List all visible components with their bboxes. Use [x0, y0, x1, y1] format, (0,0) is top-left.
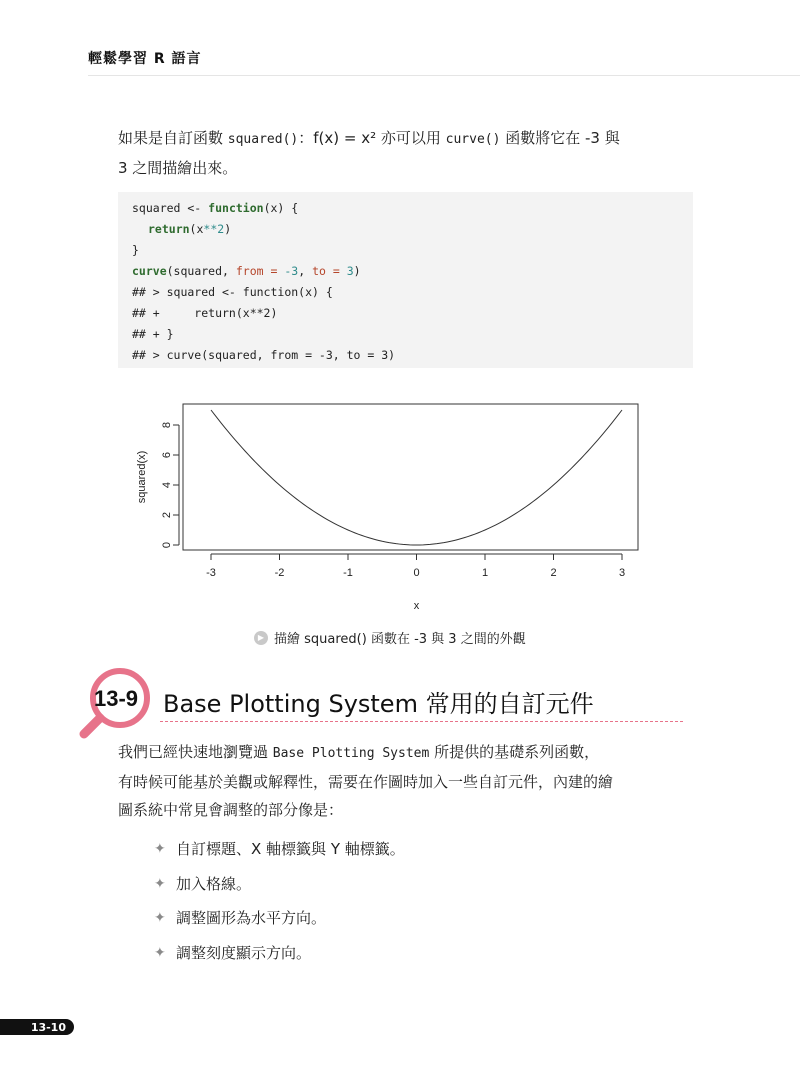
intro-text-1: 如果是自訂函數: [118, 129, 228, 147]
body-code-bps: Base Plotting System: [272, 746, 430, 761]
code-line-4: curve(squared, from = -3, to = 3): [132, 264, 361, 278]
sparkle-icon: ✦: [154, 840, 166, 857]
x-tick-label: -3: [206, 567, 216, 579]
body-text-2: 所提供的基礎系列函數，: [429, 743, 600, 761]
y-tick-label: 0: [160, 541, 173, 549]
series-line: [211, 410, 622, 545]
intro-code-squared: squared(): [227, 132, 299, 147]
intro-text-line2: 3 之間描繪出來。: [118, 159, 238, 177]
code-output-3: ## + }: [132, 327, 174, 341]
list-item: ✦ 調整圖形為水平方向。: [154, 909, 327, 927]
intro-text-3: 函數將它在 -3 與: [500, 129, 620, 147]
header-divider: [88, 75, 800, 76]
y-tick-label: 4: [160, 481, 173, 489]
code-line-3: }: [132, 243, 139, 257]
sparkle-icon: ✦: [154, 909, 166, 926]
figure-caption: [254, 628, 526, 647]
code-output-1: ## > squared <- function(x) {: [132, 285, 333, 299]
caption-text: 描繪 squared() 函數在 -3 與 3 之間的外觀: [274, 632, 526, 647]
section-number: 13-9: [93, 686, 139, 711]
x-tick-label: -2: [274, 567, 285, 579]
section-title-underline: [160, 721, 683, 722]
x-axis-label: x: [413, 600, 420, 612]
x-tick-label: 3: [618, 567, 626, 579]
code-output-4: ## > curve(squared, from = -3, to = 3): [132, 348, 396, 362]
body-text-line3: 圖系統中常見會調整的部分像是：: [118, 801, 344, 819]
plot-frame: [183, 404, 638, 550]
section-badge: [78, 664, 158, 744]
play-icon: ▶: [254, 631, 268, 645]
list-item: ✦ 自訂標題、X 軸標籤與 Y 軸標籤。: [154, 840, 405, 858]
y-axis-label: squared(x): [136, 450, 148, 504]
x-tick-label: 1: [481, 567, 489, 579]
code-line-2: return(x**2): [148, 222, 232, 236]
body-paragraph: [118, 738, 693, 824]
running-header: 輕鬆學習 R 語言: [88, 51, 202, 67]
sparkle-icon: ✦: [154, 944, 166, 961]
code-line-1: squared <- function(x) {: [132, 201, 299, 215]
y-tick-label: 2: [160, 511, 173, 519]
y-tick-label: 8: [160, 421, 173, 429]
x-tick-label: 2: [550, 567, 557, 579]
list-item: ✦ 調整刻度顯示方向。: [154, 944, 312, 962]
y-tick-label: 6: [160, 451, 173, 459]
body-text-line2: 有時候可能基於美觀或解釋性，需要在作圖時加入一些自訂元件，內建的繪: [118, 773, 614, 791]
intro-paragraph: [118, 124, 693, 182]
sparkle-icon: ✦: [154, 875, 166, 892]
page-number: 13-10: [0, 1019, 74, 1035]
magnifier-handle: [84, 718, 100, 734]
body-text-1: 我們已經快速地瀏覽過: [118, 743, 273, 761]
code-block: [118, 192, 693, 368]
section-title: Base Plotting System 常用的自訂元件: [163, 690, 594, 718]
intro-code-curve: curve(): [445, 132, 501, 147]
curve-chart: [125, 396, 665, 621]
x-tick-label: 0: [413, 567, 420, 579]
list-item: ✦ 加入格線。: [154, 875, 252, 893]
x-tick-label: -1: [343, 567, 353, 579]
intro-text-2: ：f(x) = x² 亦可以用: [298, 129, 446, 147]
code-output-2: ## + return(x**2): [132, 306, 278, 320]
